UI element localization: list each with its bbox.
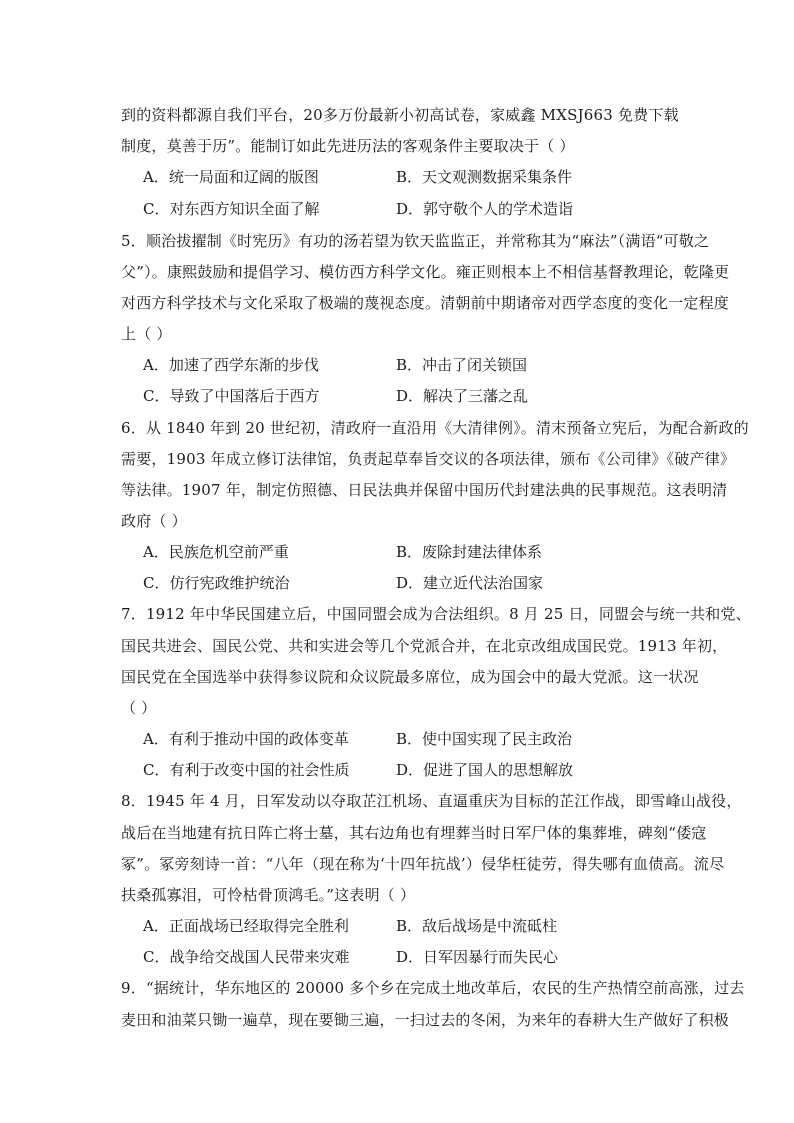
q8-stem-line-4: 扶桑孤寡泪，可怜枯骨顶鸿毛。”这表明（ ） bbox=[121, 886, 416, 904]
q4-option-d[interactable]: D．郭守敬个人的学术造诣 bbox=[396, 200, 574, 218]
q6-option-c[interactable]: C．仿行宪政维护统治 bbox=[143, 574, 290, 592]
q6-stem-line-2: 需要，1903 年成立修订法律馆，负责起草奉旨交议的各项法律，颁布《公司律》《破产律》 bbox=[121, 450, 736, 468]
q4-option-b[interactable]: B．天文观测数据采集条件 bbox=[396, 168, 573, 186]
q8-option-a[interactable]: A．正面战场已经取得完全胜利 bbox=[143, 917, 349, 935]
q5-option-c[interactable]: C．导致了中国落后于西方 bbox=[143, 387, 320, 405]
q7-stem-line-2: 国民共进会、国民公党、共和实进会等几个党派合并，在北京改组成国民党。1913 年初， bbox=[121, 637, 728, 655]
q5-stem-line-4: 上（ ） bbox=[121, 325, 172, 343]
q4-stem-tail: 制度，莫善于历”。能制订如此先进历法的客观条件主要取决于（ ） bbox=[121, 137, 575, 155]
q7-stem-line-3: 国民党在全国选举中获得参议院和众议院最多席位，成为国会中的最大党派。这一状况 bbox=[121, 668, 699, 686]
q5-option-b[interactable]: B．冲击了闭关锁国 bbox=[396, 356, 528, 374]
q4-option-a[interactable]: A．统一局面和辽阔的版图 bbox=[143, 168, 319, 186]
q7-option-d[interactable]: D．促进了国人的思想解放 bbox=[396, 761, 574, 779]
q8-option-c[interactable]: C．战争给交战国人民带来灾难 bbox=[143, 948, 350, 966]
header-watermark-line: 到的资料都源自我们平台，20多万份最新小初高试卷，家威鑫 MXSJ663 免费下载 bbox=[121, 106, 679, 124]
q6-option-b[interactable]: B．废除封建法律体系 bbox=[396, 543, 543, 561]
q9-stem-line-2: 麦田和油菜只锄一遍草，现在要锄三遍，一扫过去的冬闲，为来年的春耕大生产做好了积极 bbox=[121, 1011, 730, 1029]
q8-stem-line-3: 冢”。冢旁刻诗一首：“八年（现在称为‘十四年抗战’）侵华枉徒劳，得失哪有血债高。流尽 bbox=[121, 855, 725, 873]
q5-option-a[interactable]: A．加速了西学东渐的步伐 bbox=[143, 356, 319, 374]
q6-stem-line-3: 等法律。1907 年，制定仿照德、日民法典并保留中国历代封建法典的民事规范。这表明清 bbox=[121, 481, 728, 499]
q8-stem-line-1: 8．1945 年 4 月，日军发动以夺取芷江机场、直逼重庆为目标的芷江作战，即雪峰山战役， bbox=[121, 792, 742, 810]
q5-stem-line-1: 5．顺治拔擢制《时宪历》有功的汤若望为钦天监监正，并常称其为“麻法”（满语“可敬之 bbox=[121, 232, 710, 250]
q4-option-c[interactable]: C．对东西方知识全面了解 bbox=[143, 200, 320, 218]
q8-stem-line-2: 战后在当地建有抗日阵亡将士墓，其右边角也有埋葬当时日军尸体的集葬堆，碑刻“倭寇 bbox=[121, 824, 707, 842]
q8-option-d[interactable]: D．日军因暴行而失民心 bbox=[396, 948, 559, 966]
q5-option-d[interactable]: D．解决了三藩之乱 bbox=[396, 387, 529, 405]
q7-stem-line-1: 7．1912 年中华民国建立后，中国同盟会成为合法组织。8 月 25 日，同盟会与统一共和党、 bbox=[121, 605, 751, 623]
q8-option-b[interactable]: B．敌后战场是中流砥柱 bbox=[396, 917, 558, 935]
q6-stem-line-4: 政府（ ） bbox=[121, 512, 187, 530]
q7-option-a[interactable]: A．有利于推动中国的政体变革 bbox=[143, 730, 349, 748]
q6-option-d[interactable]: D．建立近代法治国家 bbox=[396, 574, 544, 592]
q7-option-b[interactable]: B．使中国实现了民主政治 bbox=[396, 730, 573, 748]
q7-option-c[interactable]: C．有利于改变中国的社会性质 bbox=[143, 761, 350, 779]
q9-stem-line-1: 9．“据统计，华东地区的 20000 多个乡在完成土地改革后，农民的生产热情空前高涨，过去 bbox=[121, 979, 745, 997]
q5-stem-line-3: 对西方科学技术与文化采取了极端的蔑视态度。清朝前中期诸帝对西学态度的变化一定程度 bbox=[121, 294, 730, 312]
q6-stem-line-1: 6．从 1840 年到 20 世纪初，清政府一直沿用《大清律例》。清末预备立宪后，为配合新政的 bbox=[121, 419, 749, 437]
q7-stem-line-4: （ ） bbox=[121, 699, 157, 717]
q6-option-a[interactable]: A．民族危机空前严重 bbox=[143, 543, 289, 561]
q5-stem-line-2: 父”）。康熙鼓励和提倡学习、模仿西方科学文化。雍正则根本上不相信基督教理论，乾隆更 bbox=[121, 263, 730, 281]
